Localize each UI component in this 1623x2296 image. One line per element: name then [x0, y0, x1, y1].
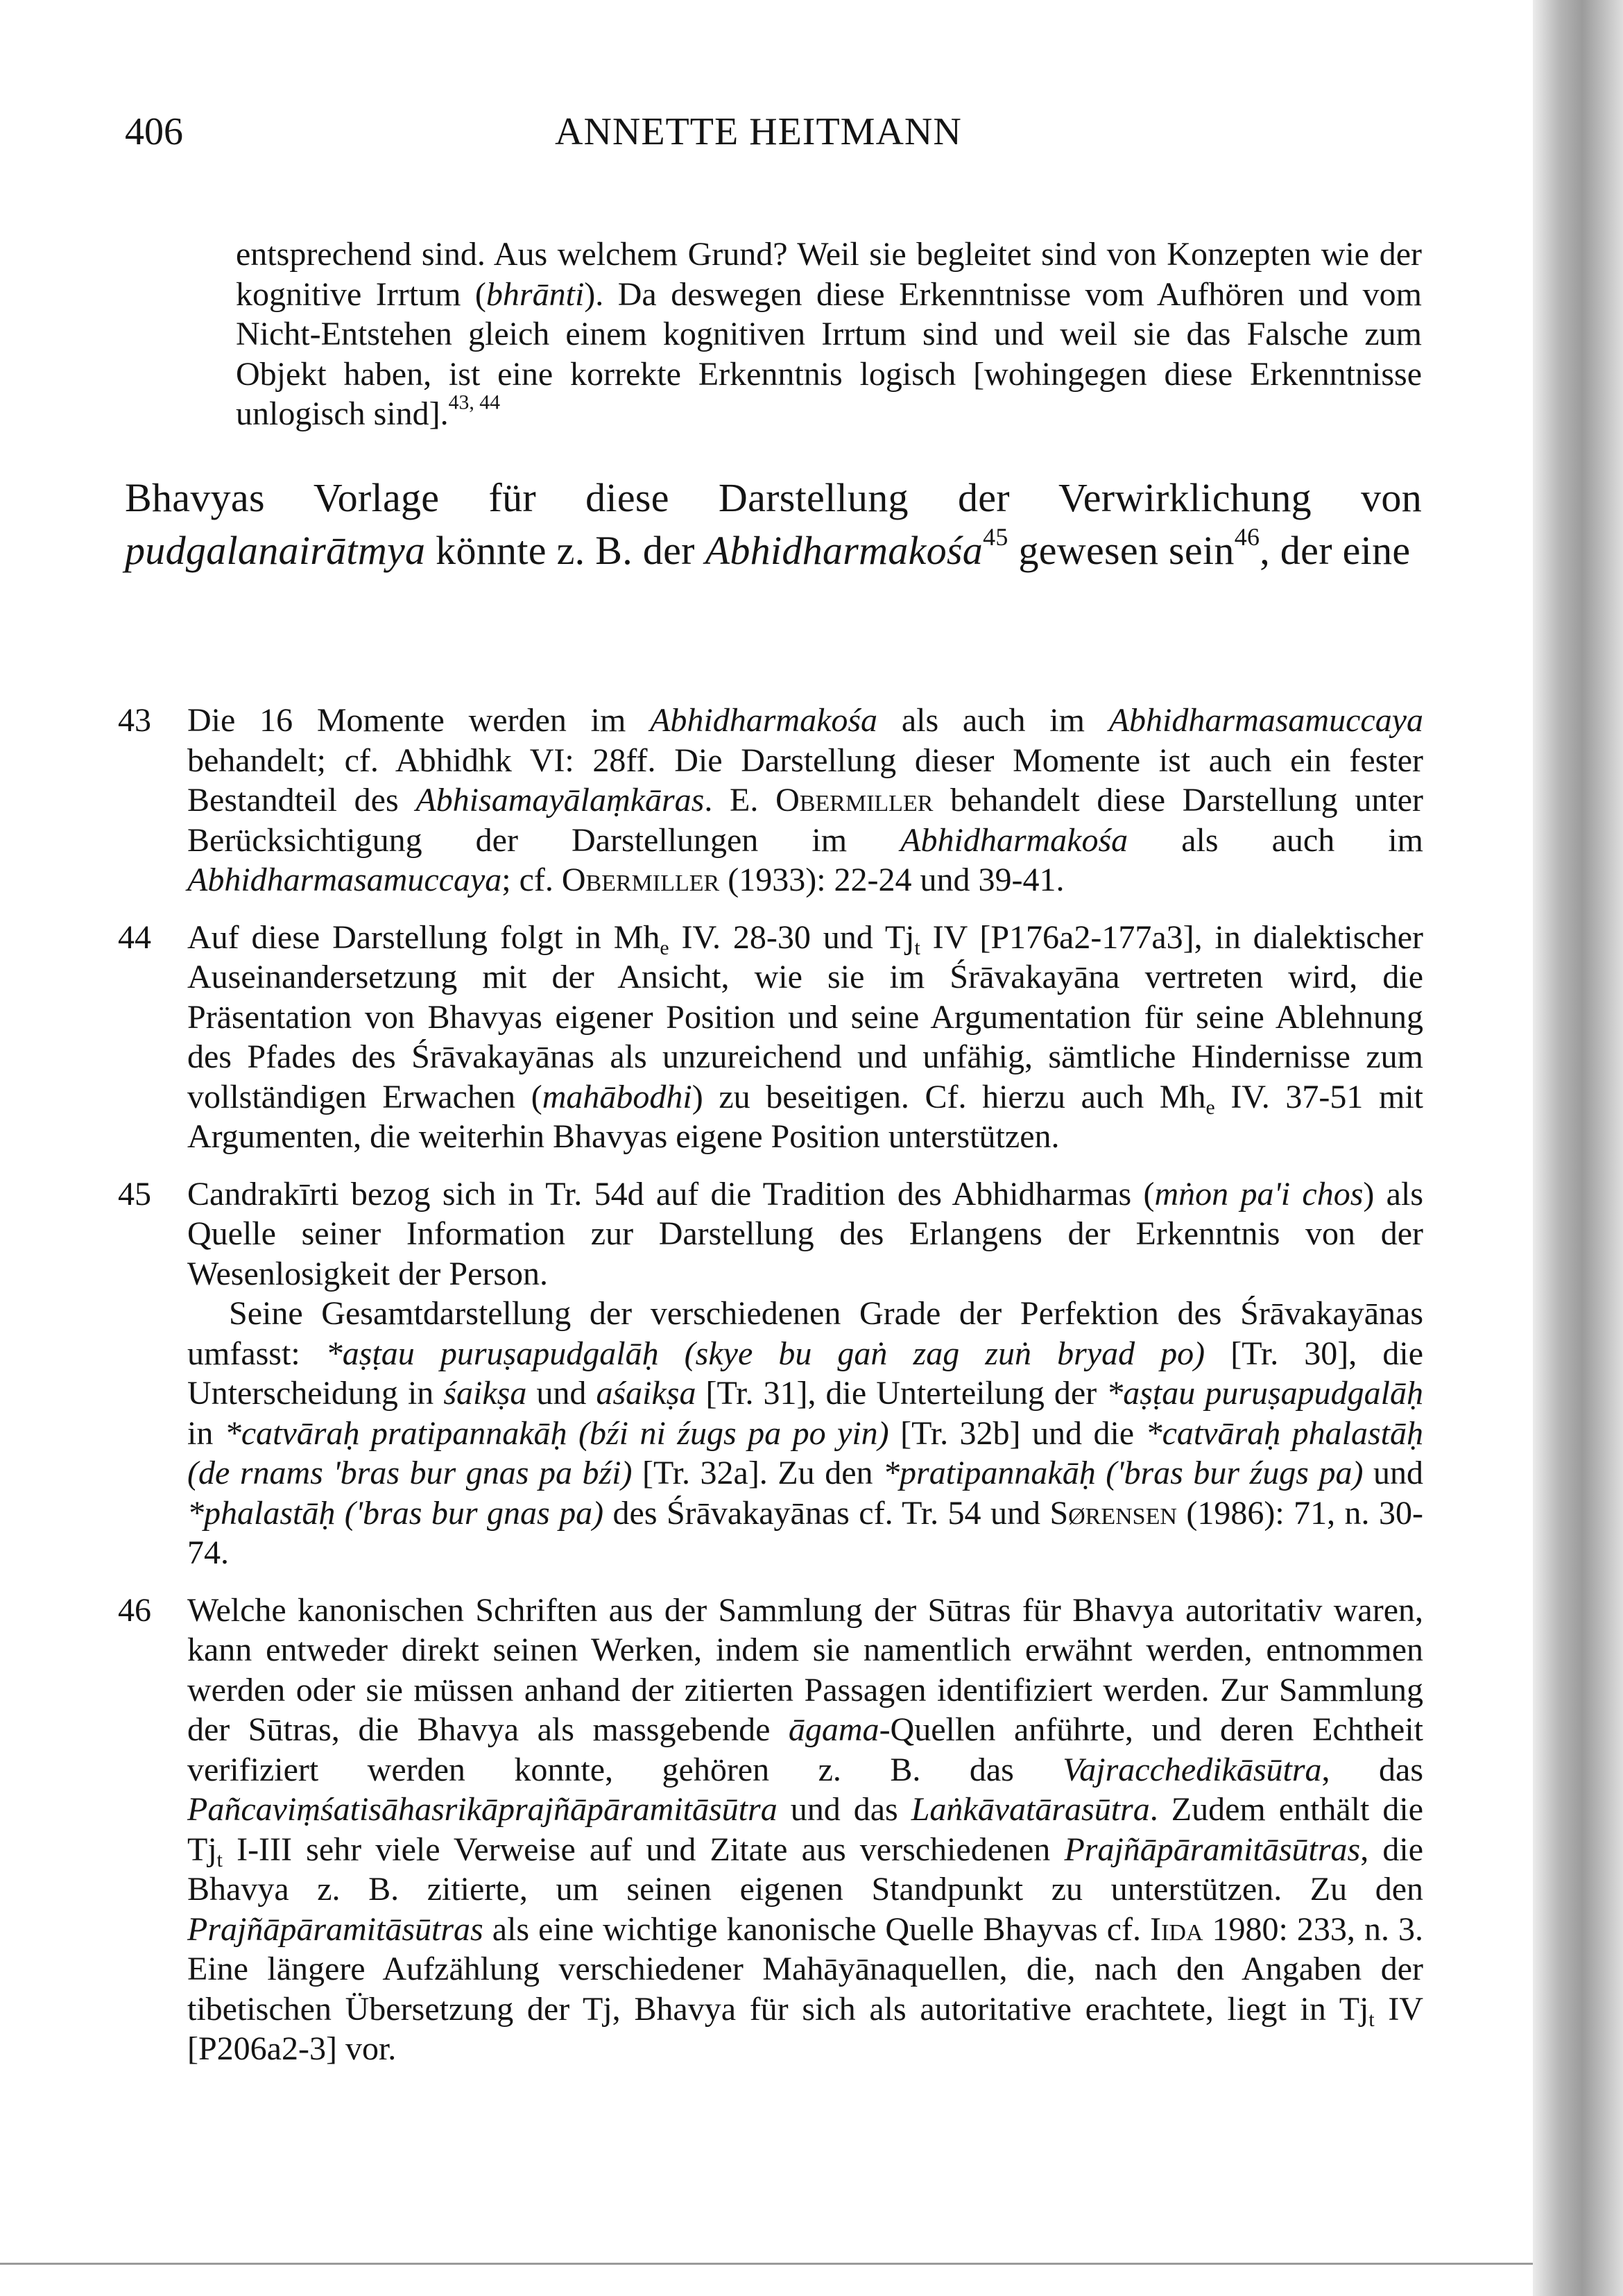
footnote-reference: 43, 44: [448, 391, 501, 414]
author-name: Iida: [1150, 1910, 1203, 1948]
block-quote: [236, 234, 1422, 434]
footnote-44: [118, 918, 1423, 1157]
scanned-page-edge: [1533, 0, 1623, 2296]
footnote-reference: 46: [1234, 523, 1260, 551]
footnote-number: 43: [118, 702, 151, 739]
footnote-text: Die 16 Momente werden im Abhidharmakośa als auch im Abhidharmasamuccaya behandelt; cf. Abhidhk VI: 28ff. Die Darstellung dieser Momente ist auch ein fester Bestandteil des Abhisamayālaṃkāras. E. Obermiller behandelt diese Darstellung unter Berücksichtigung der Darstellungen im Abhidharmakośa als auch im Abhidharmasamuccaya; cf. Obermiller (1933): 22-24 und 39-41.: [187, 702, 1423, 898]
page-header: [125, 104, 1408, 160]
footnote-43: [118, 701, 1423, 900]
block-quote-paragraph: entsprechend sind. Aus welchem Grund? Weil sie begleitet sind von Konzepten wie der kognitive Irrtum (bhrānti). Da deswegen diese Erkenntnisse vom Aufhören und vom Nicht-Entstehen gleich einem kognitiven Irrtum sind und weil sie das Falsche zum Objekt haben, ist eine korrekte Erkenntnis logisch [wohingegen diese Erkenntnisse unlogisch sind].$^{43, 44}$: [236, 236, 1422, 432]
footnote-46: [118, 1591, 1423, 2069]
footnote-continuation: Seine Gesamtdarstellung der verschiedenen Grade der Perfektion des Śrāvakayānas umfasst: *aṣṭau puruṣapudgalāḥ (skye bu gaṅ zag zuṅ bryad po) [Tr. 30], die Unterscheidung in śaikṣa und aśaikṣa [Tr. 31], die Unterteilung der *aṣṭau puruṣapudgalāḥ in *catvāraḥ pratipannakāḥ (bźi ni źugs pa po yin) [Tr. 32b] und die *catvāraḥ phalastāḥ (de rnams 'bras bur gnas pa bźi) [Tr. 32a]. Zu den *pratipannakāḥ ('bras bur źugs pa) und *phalastāḥ ('bras bur gnas pa) des Śrāvakayānas cf. Tr. 54 und Sørensen (1986): 71, n. 30-74.: [187, 1295, 1424, 1571]
page-number: 406: [125, 110, 183, 153]
footnote-text: Candrakīrti bezog sich in Tr. 54d auf die Tradition des Abhidharmas (mṅon pa'i chos) als Quelle seiner Information zur Darstellung des Erlangens der Erkenntnis von der Wesenlosigkeit der Person.: [187, 1175, 1424, 1292]
footnote-number: 46: [118, 1591, 151, 1629]
footnotes-section: [118, 701, 1423, 2087]
author-name: Sørensen: [1049, 1494, 1177, 1532]
footnote-number: 44: [118, 918, 151, 956]
footnote-45: [118, 1174, 1423, 1573]
main-paragraph: Bhavyas Vorlage für diese Darstellung der Verwirklichung von pudgalanairātmya könnte z. B. der Abhidharmakośa$^{45}$ gewesen sein$^{46}$, der eine: [125, 475, 1422, 573]
running-head-author: ANNETTE HEITMANN: [555, 110, 962, 153]
footnote-reference: 45: [983, 523, 1008, 551]
footnote-text: Welche kanonischen Schriften aus der Sammlung der Sūtras für Bhavya autoritativ waren, kann entweder direkt seinen Werken, indem sie namentlich erwähnt werden, entnommen werden oder sie müssen anhand der zitierten Passagen identifiziert werden. Zur Sammlung der Sūtras, die Bhavya als massgebende āgama-Quellen anführte, und deren Echtheit verifiziert werden konnte, gehören z. B. das Vajracchedikāsūtra, das Pañcaviṃśatisāhasrikāprajñāpāramitāsūtra und das Laṅkāvatārasūtra. Zudem enthält die $Tj_t$ I-III sehr viele Verweise auf und Zitate aus verschiedenen Prajñāpāramitāsūtras, die Bhavya z. B. zitierte, um seinen eigenen Standpunkt zu unterstützen. Zu den Prajñāpāramitāsūtras als eine wichtige kanonische Quelle Bhayvas cf. Iida 1980: 233, n. 3. Eine längere Aufzählung verschiedener Mahāyānaquellen, die, nach den Angaben der tibetischen Übersetzung der Tj, Bhavya für sich als autoritative erachtete, liegt in $Tj_t$ IV [P206a2-3] vor.: [187, 1591, 1424, 2067]
main-text: [125, 472, 1422, 577]
footnote-text: Auf diese Darstellung folgt in $Mh_e$ IV. 28-30 und $Tj_t$ IV [P176a2-177a3], in dialektischer Auseinandersetzung mit der Ansicht, wie sie im Śrāvakayāna vertreten wird, die Präsentation von Bhavyas eigener Position und seine Argumentation für seine Ablehnung des Pfades des Śrāvakayānas als unzureichend und unfähig, sämtliche Hindernisse zum vollständigen Erwachen (mahābodhi) zu beseitigen. Cf. hierzu auch $Mh_e$ IV. 37-51 mit Argumenten, die weiterhin Bhavyas eigene Position unterstützen.: [187, 918, 1424, 1155]
author-name: Obermiller: [775, 782, 934, 819]
footnote-number: 45: [118, 1175, 151, 1213]
author-name: Obermiller: [561, 862, 720, 898]
bottom-scan-border: [0, 2263, 1533, 2265]
